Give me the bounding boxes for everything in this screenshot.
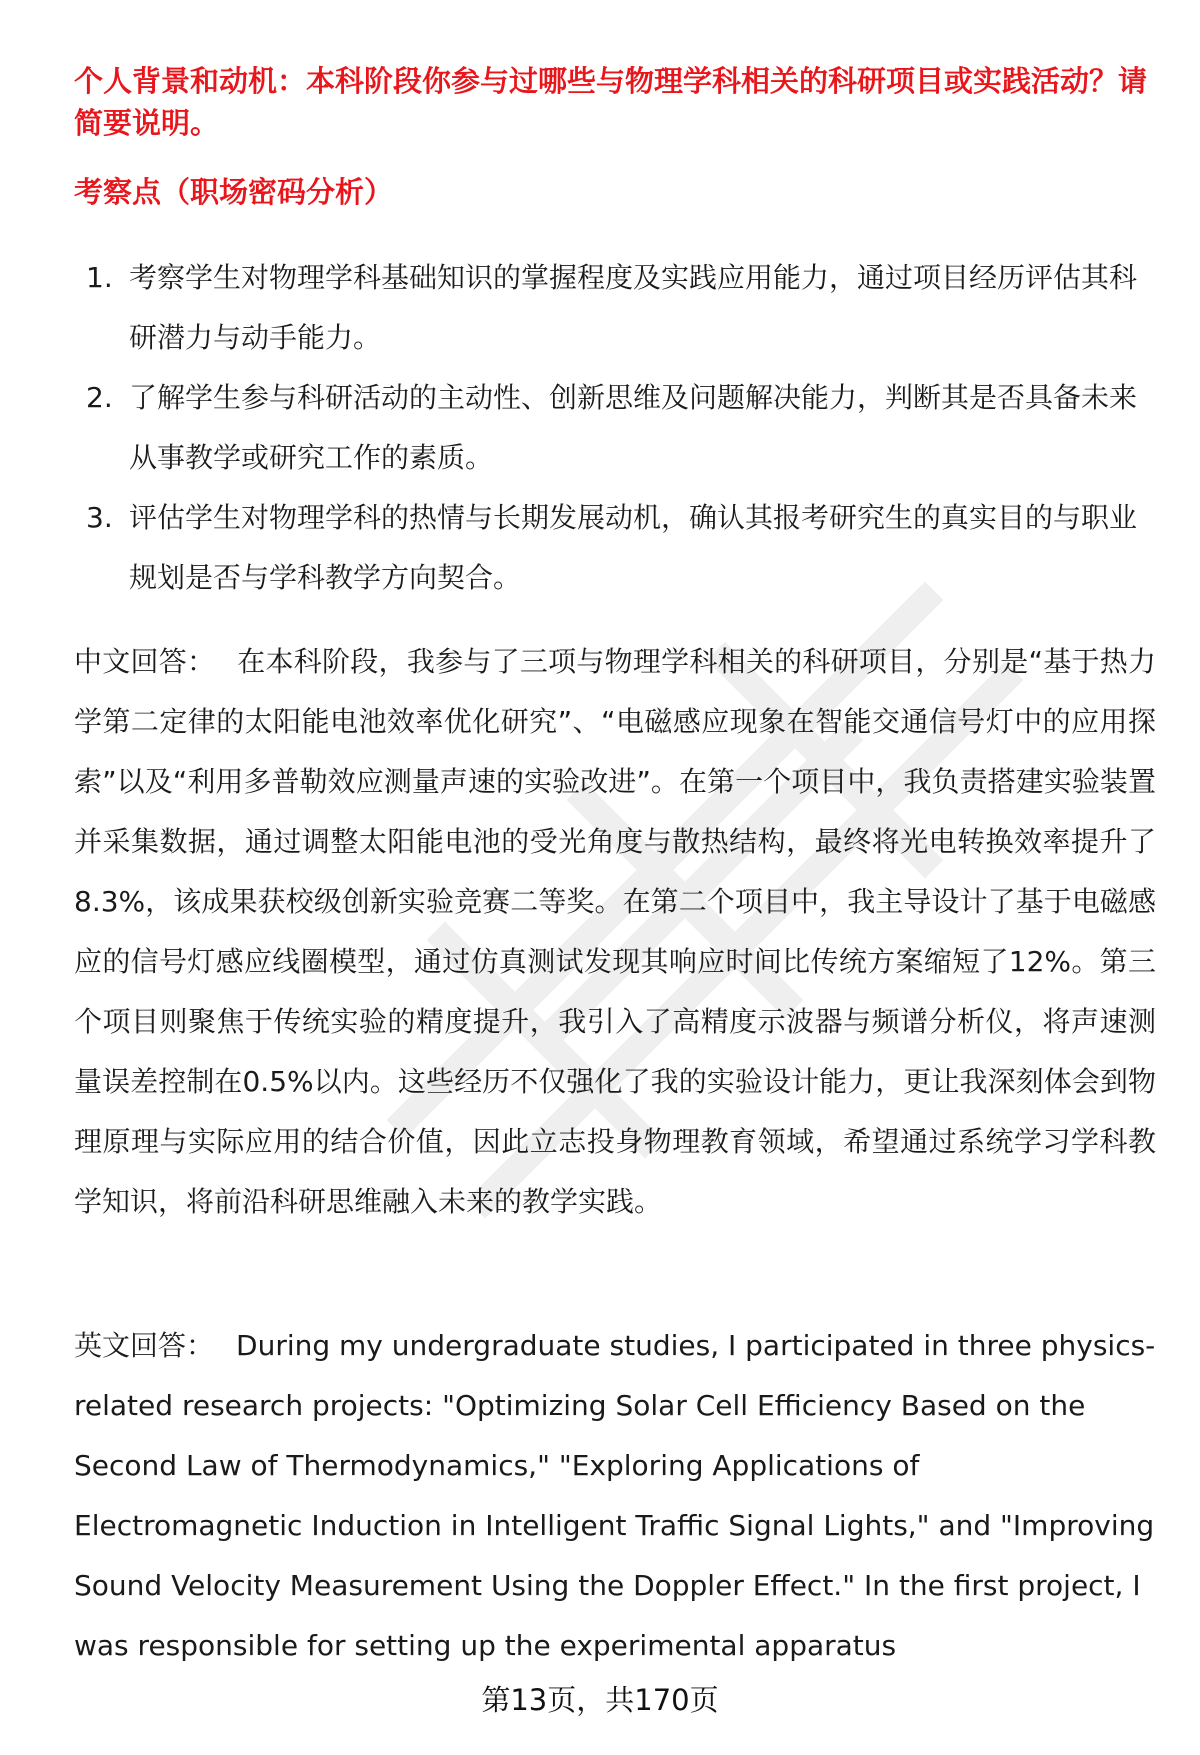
list-item-number: 2.: [86, 381, 113, 414]
list-item: [74, 488, 1156, 608]
question-heading: 个人背景和动机：本科阶段你参与过哪些与物理学科相关的科研项目或实践活动？请简要说明。: [74, 64, 1148, 140]
list-item: [74, 368, 1156, 488]
document-page: [74, 0, 1156, 1755]
english-answer-label: 英文回答：: [74, 1329, 215, 1362]
chinese-answer-label: 中文回答：: [74, 645, 216, 678]
page-number-footer: 第13页，共170页: [481, 1683, 719, 1717]
chinese-answer-text: 在本科阶段，我参与了三项与物理学科相关的科研项目，分别是“基于热力学第二定律的太阳能电池效率优化研究”、“电磁感应现象在智能交通信号灯中的应用探索”以及“利用多普勒效应测量声速的实验改进”。在第一个项目中，我负责搭建实验装置并采集数据，通过调整太阳能电池的受光角度与散热结构，最终将光电转换效率提升了8.3%，该成果获校级创新实验竞赛二等奖。在第二个项目中，我主导设计了基于电磁感应的信号灯感应线圈模型，通过仿真测试发现其响应时间比传统方案缩短了12%。第三个项目则聚焦于传统实验的精度提升，我引入了高精度示波器与频谱分析仪，将声速测量误差控制在0.5%以内。这些经历不仅强化了我的实验设计能力，更让我深刻体会到物理原理与实际应用的结合价值，因此立志投身物理教育领域，希望通过系统学习学科教学知识，将前沿科研思维融入未来的教学实践。: [74, 645, 1156, 1218]
english-answer: [74, 1316, 1156, 1676]
section-title: 考察点（职场密码分析）: [74, 175, 394, 209]
english-answer-text: During my undergraduate studies, I participated in three physics-related research projects: "Optimizing Solar Cell Efficiency Based on the Second Law of Thermodynamics," "Exploring Applications of Electromagnetic Induction in Intelligent Traffic Signal Lights," and "Improving Sound Velocity Measurement Using the Doppler Effect." In the first project, I was responsible for setting up the experimental apparatus: [74, 1329, 1156, 1662]
list-item-text: 了解学生参与科研活动的主动性、创新思维及问题解决能力，判断其是否具备未来从事教学或研究工作的素质。: [129, 381, 1138, 474]
list-item-text: 评估学生对物理学科的热情与长期发展动机，确认其报考研究生的真实目的与职业规划是否与学科教学方向契合。: [129, 501, 1138, 594]
list-item: [74, 248, 1156, 368]
assessment-points-list: [74, 248, 1156, 608]
list-item-number: 1.: [86, 261, 113, 294]
list-item-number: 3.: [86, 501, 113, 534]
list-item-text: 考察学生对物理学科基础知识的掌握程度及实践应用能力，通过项目经历评估其科研潜力与动手能力。: [129, 261, 1138, 354]
chinese-answer: [74, 632, 1156, 1232]
